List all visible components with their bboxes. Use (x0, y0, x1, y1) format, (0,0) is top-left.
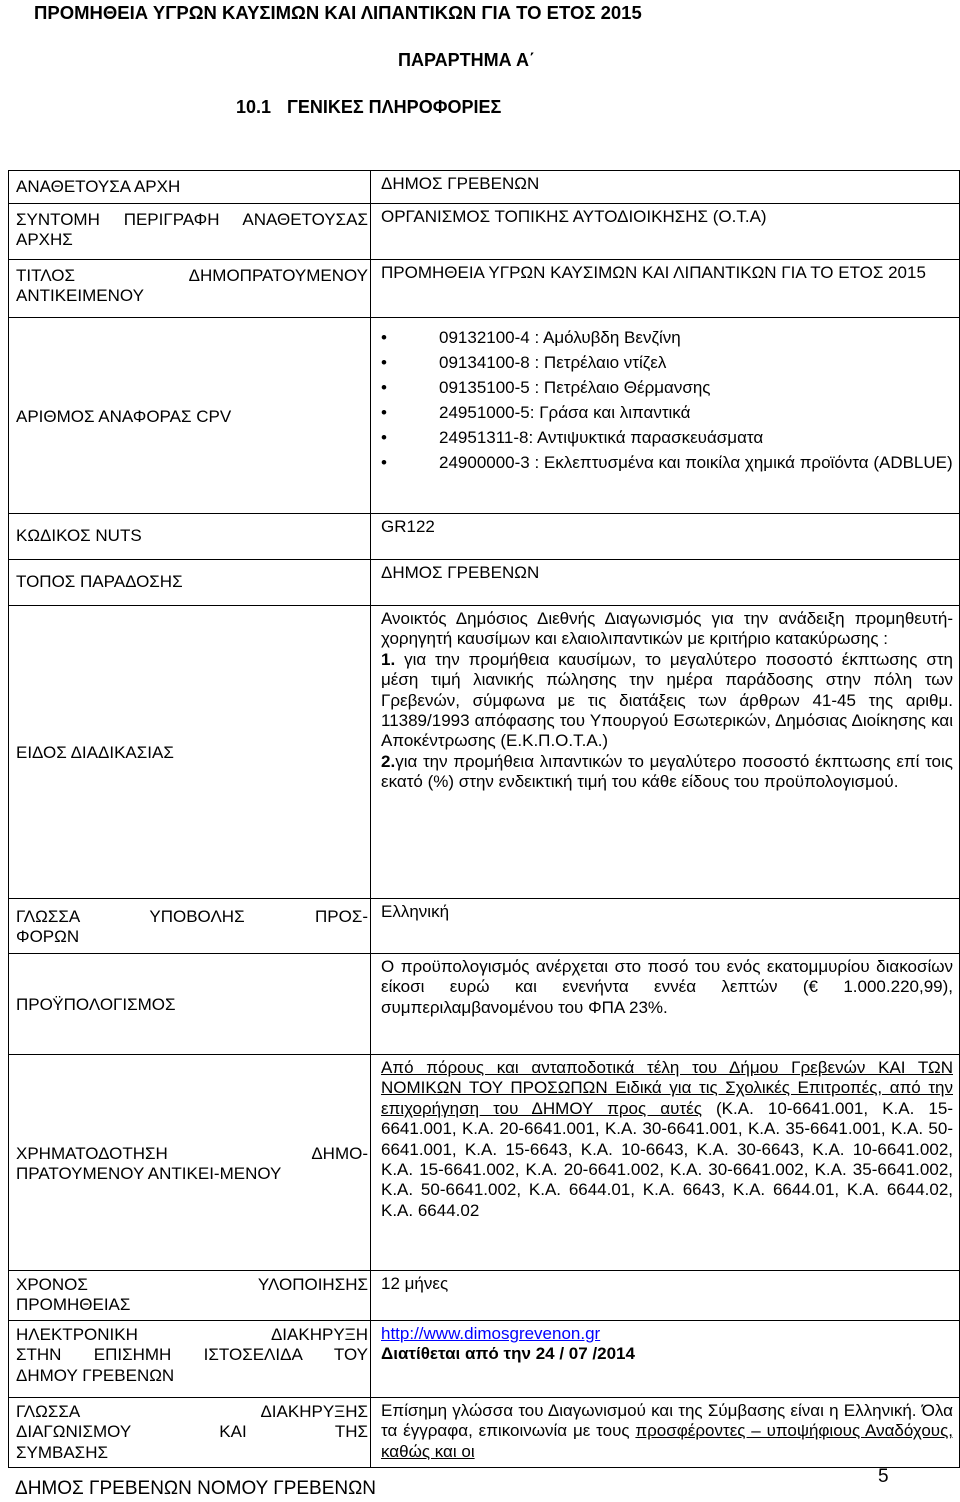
table-row (9, 204, 960, 260)
criterion-2-number: 2. (381, 751, 396, 771)
section-heading (236, 97, 501, 118)
budget-label: ΠΡΟΫΠΟΛΟΓΙΣΜΟΣ (9, 954, 371, 1055)
publication-label (9, 1321, 371, 1398)
cpv-list-cell (371, 318, 960, 514)
table-row (9, 1055, 960, 1271)
annex-heading: ΠΑΡΑΡΤΗΜΑ Α΄ (398, 50, 535, 70)
document-title: ΠΡΟΜΗΘΕΙΑ ΥΓΡΩΝ ΚΑΥΣΙΜΩΝ ΚΑΙ ΛΙΠΑΝΤΙΚΩΝ ΓΙΑ ΤΟ ΕΤΟΣ 2015 (34, 2, 642, 23)
nuts-label: ΚΩΔΙΚΟΣ NUTS (9, 514, 371, 560)
criterion-2-text: για την προμήθεια λιπαντικών το μεγαλύτερο ποσοστό έκπτωσης επί τοις εκατό (%) στην ενδεικτική τιμή του κάθε είδους του προϋπολογισμού. (381, 751, 953, 792)
duration-value: 12 μήνες (371, 1271, 960, 1321)
publication-label-line-2: ΣΤΗΝ ΕΠΙΣΗΜΗ ΙΣΤΟΣΕΛΙΔΑ ΤΟΥ (16, 1345, 368, 1365)
table-row (9, 260, 960, 318)
funding-value (371, 1055, 960, 1271)
procedure-intro: Ανοικτός Δημόσιος Διεθνής Διαγωνισμός για την ανάδειξη προμηθευτή-χορηγητή καυσίμων και ελαιολιπαντικών με κριτήριο κατακύρωσης : (381, 609, 953, 649)
nuts-value: GR122 (371, 514, 960, 560)
publication-label-line-3: ΔΗΜΟΥ ΓΡΕΒΕΝΩΝ (16, 1365, 175, 1385)
authority-description-value: ΟΡΓΑΝΙΣΜΟΣ ΤΟΠΙΚΗΣ ΑΥΤΟΔΙΟΙΚΗΣΗΣ (Ο.Τ.Α) (371, 204, 960, 260)
page-number: 5 (878, 1466, 889, 1487)
delivery-place-label: ΤΟΠΟΣ ΠΑΡΑΔΟΣΗΣ (9, 560, 371, 606)
table-row (9, 954, 960, 1055)
duration-label-line-1: ΧΡΟΝΟΣ ΥΛΟΠΟΙΗΣΗΣ (16, 1275, 368, 1294)
table-row (9, 171, 960, 204)
funding-school-committees: Ειδικά για τις Σχολικές Επιτροπές, από την επιχορήγηση του ΔΗΜΟΥ προς αυτές (381, 1078, 953, 1118)
contract-language-text: Επίσημη γλώσσα του Διαγωνισμού και της Σύμβασης είναι η Ελληνική. Όλα τα έγγραφα, επικοινωνία με τους (381, 1401, 953, 1441)
cpv-label: ΑΡΙΘΜΟΣ ΑΝΑΦΟΡΑΣ CPV (9, 318, 371, 514)
duration-label-line-2: ΠΡΟΜΗΘΕΙΑΣ (16, 1295, 131, 1315)
funding-budget-codes: (Κ.Α. 10-6641.001, Κ.Α. 15-6641.001, Κ.Α. 20-6641.001, Κ.Α. 30-6641.001, Κ.Α. 35-6641.001, Κ.Α. 50-6641.001, Κ.Α. 15-6643, Κ.Α. 10-6643, Κ.Α. 30-6643, Κ.Α. 10-6641.002, Κ.Α. 15-6641.002, Κ.Α. 20-6641.002, Κ.Α. 30-6641.002, Κ.Α. 35-6641.002, Κ.Α. 50-6641.002, Κ.Α. 6644.01, Κ.Α. 6643, Κ.Α. 6644.01, Κ.Α. 6644.02, Κ.Α. 6644.02 (381, 1098, 954, 1220)
submission-language-value: Ελληνική (371, 899, 960, 954)
general-info-table (8, 170, 960, 1468)
funding-sources: Από πόρους και ανταποδοτικά τέλη του Δήμου Γρεβενών ΚΑΙ ΤΩΝ ΝΟΜΙΚΩΝ ΤΟΥ ΠΡΟΣΩΠΩΝ (381, 1058, 953, 1098)
table-row (9, 899, 960, 954)
table-row (9, 1271, 960, 1321)
table-row (9, 606, 960, 899)
submission-language-label (9, 899, 371, 954)
availability-date: Διατίθεται από την 24 / 07 /2014 (381, 1344, 635, 1364)
list-item: • 09132100-4 : Αμόλυβδη Βενζίνη (381, 325, 953, 350)
publication-label-line-1: ΗΛΕΚΤΡΟΝΙΚΗ ΔΙΑΚΗΡΥΞΗ (16, 1325, 368, 1344)
list-item: • 24951311-8: Αντιψυκτικά παρασκευάσματα (381, 425, 953, 450)
contract-language-line-2: ΔΙΑΓΩΝΙΣΜΟΥ ΚΑΙ ΤΗΣ (16, 1422, 368, 1442)
list-item: • 09135100-5 : Πετρέλαιο Θέρμανσης (381, 375, 953, 400)
criterion-1-text: για την προμήθεια καυσίμων, το μεγαλύτερο ποσοστό έκπτωσης στη μέση τιμή λιανικής πώλησης την ημέρα παράδοσης στην πόλη των Γρεβενών, σύμφωνα με τις διατάξεις των άρθρων 41-45 της αριθμ. 11389/1993 απόφασης του Υπουργού Εσωτερικών, Δημόσιας Διοίκησης και Αποκέντρωσης (Ε.Κ.Π.Ο.Τ.Α.) (381, 649, 953, 751)
submission-language-line-2: ΦΟΡΩΝ (16, 927, 80, 947)
list-item: • 24951000-5: Γράσα και λιπαντικά (381, 400, 953, 425)
contract-language-text-continued: προσφέροντες – υποψήφιους Αναδόχους, καθώς και οι (381, 1421, 953, 1461)
budget-value: Ο προϋπολογισμός ανέρχεται στο ποσό του ενός εκατομμυρίου διακοσίων είκοσι ευρώ και ενενήντα εννέα λεπτών (€ 1.000.220,99), συμπεριλαμβανομένου του ΦΠΑ 23%. (371, 954, 960, 1055)
list-item: • 09134100-8 : Πετρέλαιο ντίζελ (381, 350, 953, 375)
municipality-website-link[interactable]: http://www.dimosgrevenon.gr (381, 1324, 601, 1343)
list-item: • 24900000-3 : Εκλεπτυσμένα και ποικίλα χημικά προϊόντα (ADBLUE) (381, 450, 953, 475)
table-row (9, 514, 960, 560)
submission-language-line-1: ΓΛΩΣΣΑ ΥΠΟΒΟΛΗΣ ΠΡΟΣ- (16, 907, 368, 926)
funding-label-line-1: ΧΡΗΜΑΤΟΔΟΤΗΣΗ ΔΗΜΟ- (16, 1143, 368, 1163)
authority-label: ΑΝΑΘΕΤΟΥΣΑ ΑΡΧΗ (9, 171, 371, 204)
cpv-list (381, 325, 953, 475)
authority-description-label: ΣΥΝΤΟΜΗ ΠΕΡΙΓΡΑΦΗ ΑΝΑΘΕΤΟΥΣΑΣ ΑΡΧΗΣ (9, 204, 371, 260)
funding-label-line-2: ΠΡΑΤΟΥΜΕΝΟΥ ΑΝΤΙΚΕΙ-ΜΕΝΟΥ (16, 1164, 282, 1183)
authority-value: ΔΗΜΟΣ ΓΡΕΒΕΝΩΝ (371, 171, 960, 204)
table-row (9, 318, 960, 514)
contract-language-label (9, 1398, 371, 1468)
table-row (9, 560, 960, 606)
publication-value (371, 1321, 960, 1398)
contract-language-line-1: ΓΛΩΣΣΑ ΔΙΑΚΗΡΥΞΗΣ (16, 1402, 368, 1421)
delivery-place-value: ΔΗΜΟΣ ΓΡΕΒΕΝΩΝ (371, 560, 960, 606)
procedure-type-label: ΕΙΔΟΣ ΔΙΑΔΙΚΑΣΙΑΣ (9, 606, 371, 899)
procedure-type-value (371, 606, 960, 899)
subject-title-label: ΤΙΤΛΟΣ ΔΗΜΟΠΡΑΤΟΥΜΕΝΟΥ ΑΝΤΙΚΕΙΜΕΝΟΥ (9, 260, 371, 318)
criterion-1-number: 1. (381, 649, 396, 669)
contract-language-value (371, 1398, 960, 1468)
duration-label (9, 1271, 371, 1321)
subject-title-value: ΠΡΟΜΗΘΕΙΑ ΥΓΡΩΝ ΚΑΥΣΙΜΩΝ ΚΑΙ ΛΙΠΑΝΤΙΚΩΝ ΓΙΑ ΤΟ ΕΤΟΣ 2015 (371, 260, 960, 318)
table-row (9, 1398, 960, 1468)
table-row (9, 1321, 960, 1398)
contract-language-line-3: ΣΥΜΒΑΣΗΣ (16, 1442, 108, 1462)
page-footer: ΔΗΜΟΣ ΓΡΕΒΕΝΩΝ ΝΟΜΟΥ ΓΡΕΒΕΝΩΝ (15, 1478, 377, 1499)
section-title: ΓΕΝΙΚΕΣ ΠΛΗΡΟΦΟΡΙΕΣ (287, 97, 502, 117)
funding-label (9, 1055, 371, 1271)
section-number: 10.1 (236, 97, 272, 117)
